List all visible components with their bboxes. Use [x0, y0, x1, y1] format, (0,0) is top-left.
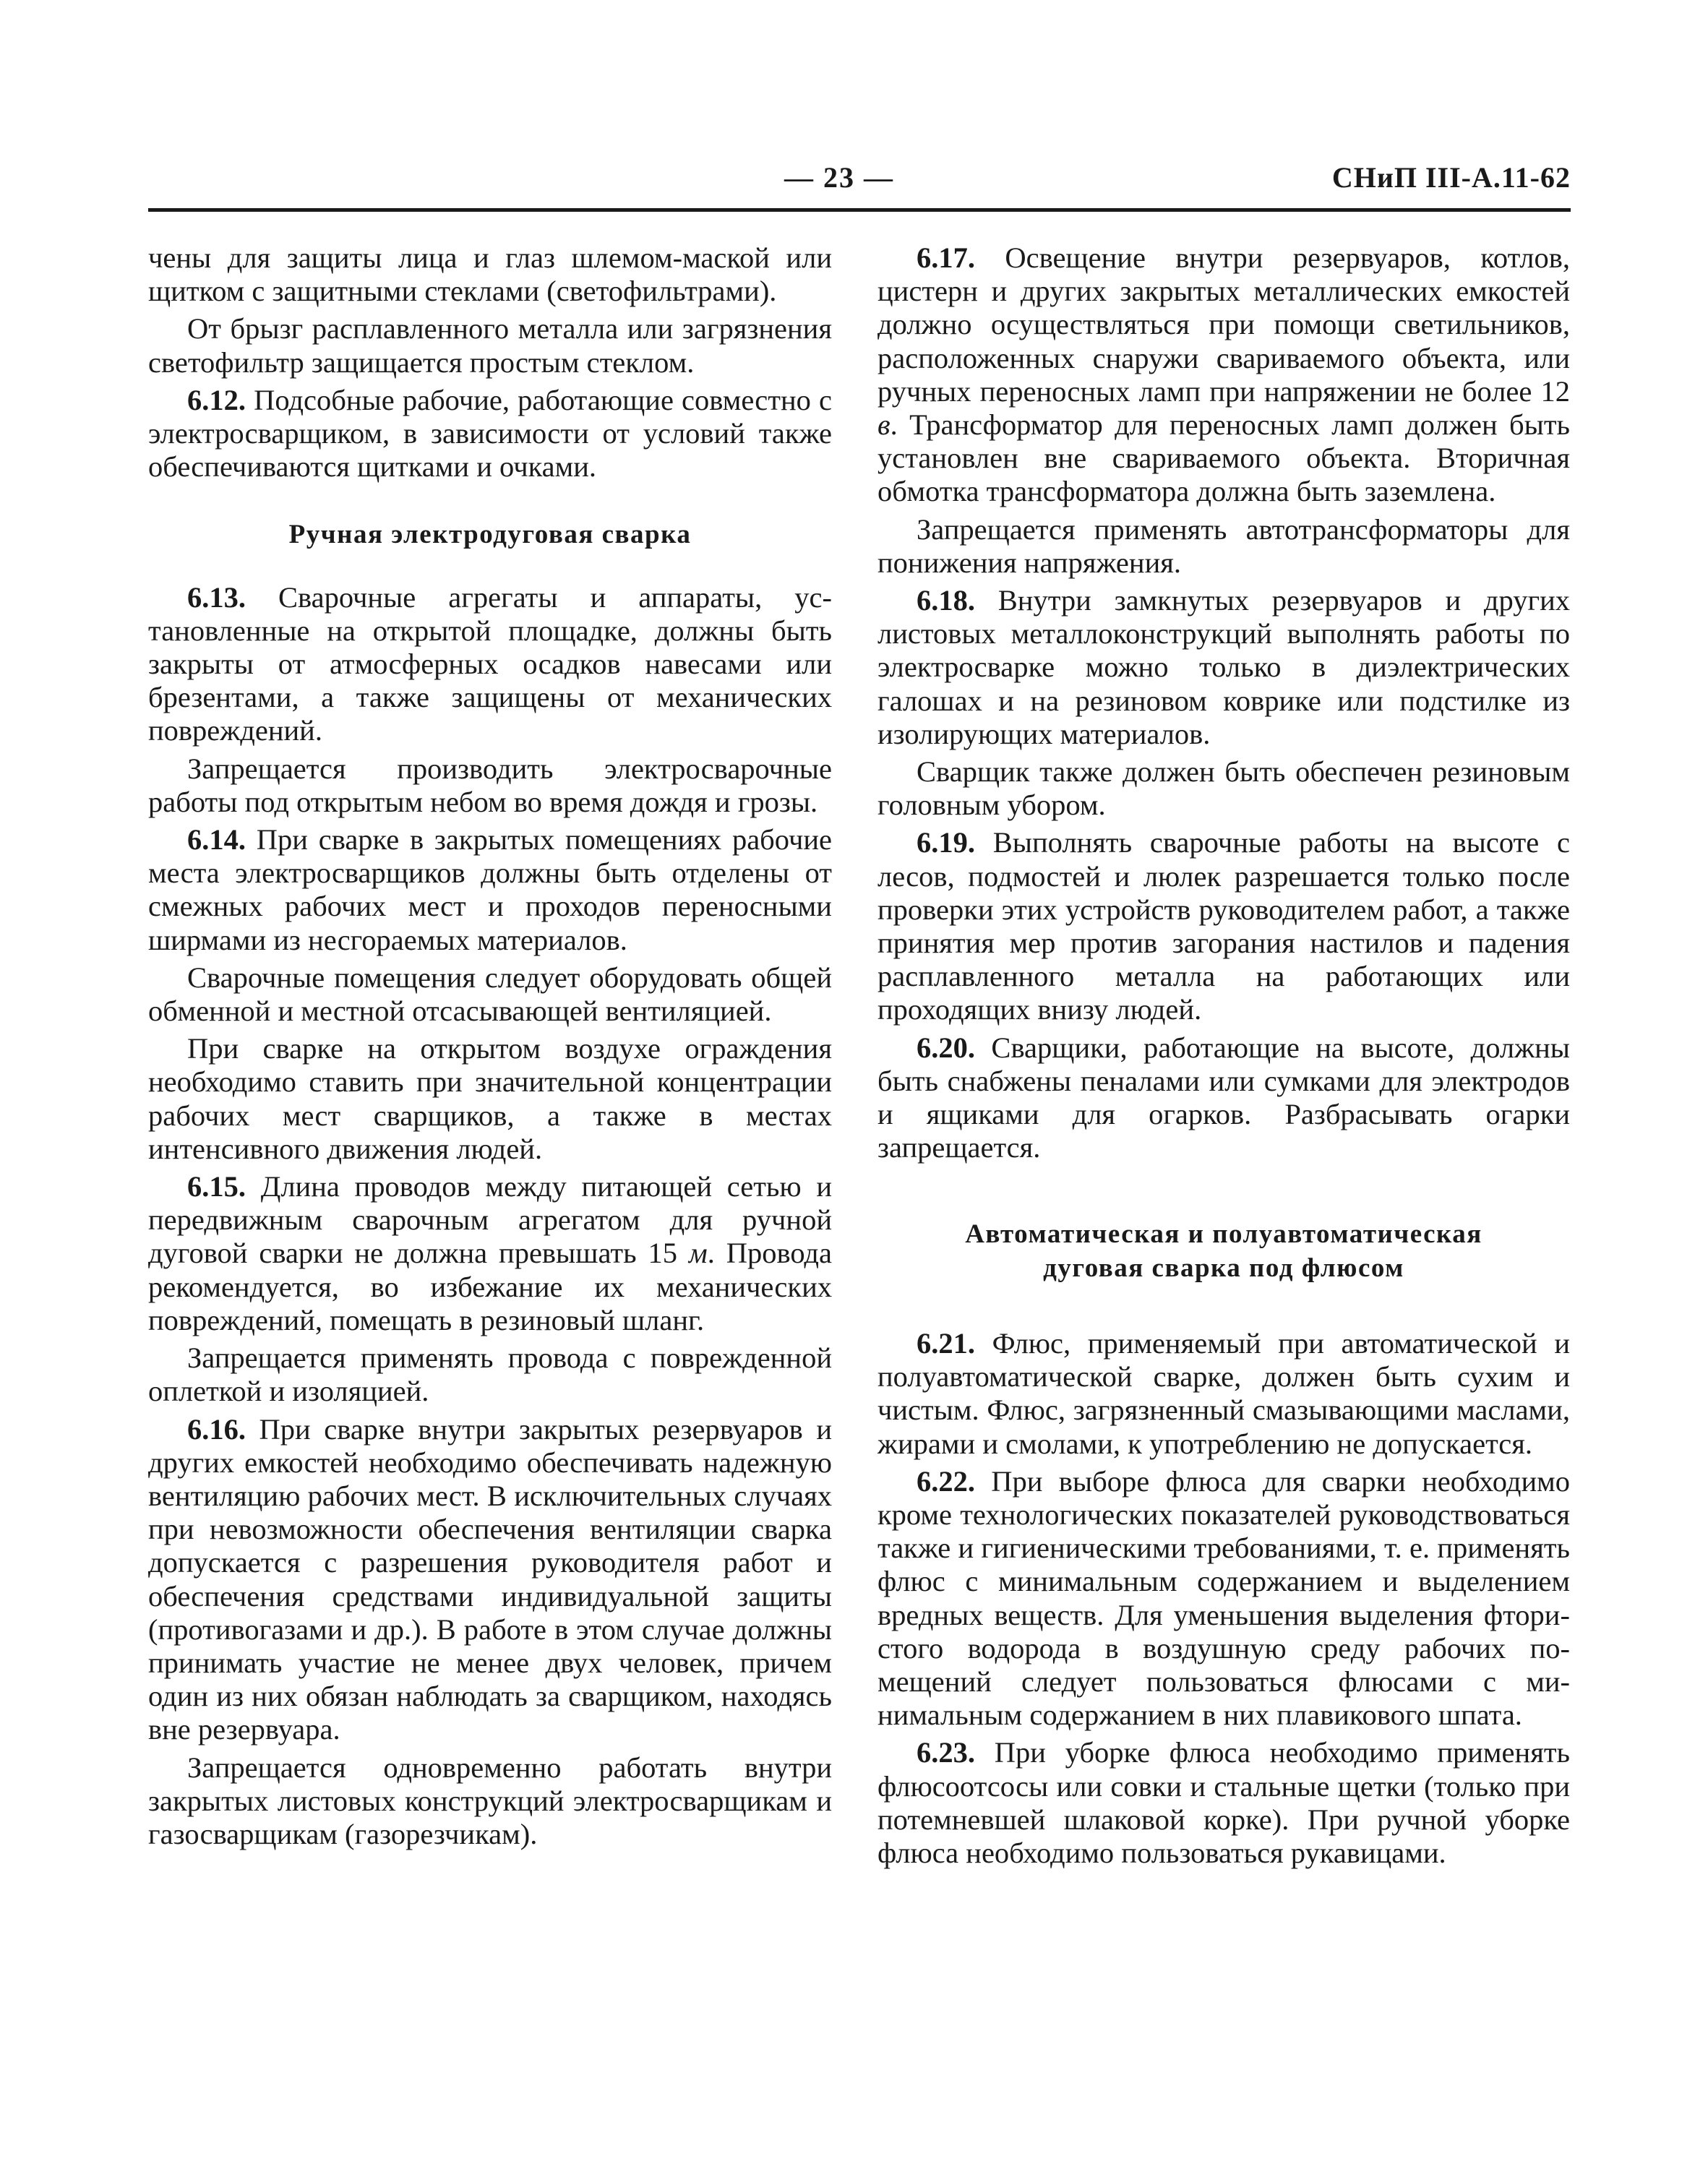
section-title-line: Автоматическая и полуавтоматическая	[965, 1219, 1482, 1250]
clause-text: . Провода рекомендуется, во избежание их механических повреждений, помещать в резиновый шланг.	[148, 1237, 833, 1336]
clause-number: 6.14.	[187, 823, 246, 856]
paragraph: Запрещается производить электросварочные работы под открытым небом во время дождя и грозы.	[148, 752, 832, 818]
clause-text: Длина проводов между питающей сетью и передвижным сварочным агрегатом для ручной дуговой сварки не должна превышать 15	[148, 1170, 832, 1270]
clause-text: Сварочные агрегаты и аппараты, установленные на открытой площадке, должны быть закрыты от атмосферных осадков навесами или брезентами, а также защищены от механических повреждений.	[148, 580, 832, 747]
paragraph: чены для защиты лица и глаз шлемом-маской или щитком с защитными стеклами (светофильтрами).	[148, 241, 832, 308]
unit-meters: м	[688, 1237, 708, 1270]
clause-6-21	[877, 1327, 1570, 1461]
page-header	[148, 160, 1571, 204]
left-column	[148, 241, 832, 1851]
section-title-automatic-welding	[877, 1218, 1570, 1284]
clause-text: Выполнять сварочные работы на высоте с лесов, подмостей и люлек разрешается только после проверки этих устройств руководителем работ, а также принятия мер против загорания настилов и падения расплавленного металла на работающих или проходящих внизу людей.	[877, 826, 1570, 1026]
clause-6-19	[877, 826, 1570, 1026]
clause-text: При сварке внутри закрытых резервуаров и других емкостей необходимо обеспечивать надежную вентиляцию рабочих мест. В исключительных случаях при невозможности обеспечения вентиляции сварка допускается с разрешения руководителя работ и обеспечения средствами индивидуальной защиты (противогазами и др.). В работе в этом случае должны принимать участие не менее двух человек, причем один из них обязан наблюдать за сварщиком, находясь вне резервуара.	[148, 1412, 832, 1746]
paragraph: От брызг расплавленного металла или загрязнения светофильтр защищается простым стеклом.	[148, 312, 832, 379]
clause-text: Освещение внутри резервуаров, котлов, цистерн и других закрытых металлических емкостей должно осуществляться при помощи светильников, расположенных снаружи свариваемого объекта, или ручных переносных ламп при напряжении не более 12	[877, 241, 1570, 408]
clause-number: 6.22.	[917, 1464, 975, 1498]
clause-6-22	[877, 1465, 1570, 1732]
clause-number: 6.17.	[917, 241, 975, 274]
page-number: — 23 —	[784, 161, 894, 194]
clause-text: . Трансформатор для переносных ламп должен быть установлен вне свариваемого объекта. Вторичная обмотка трансформатора должна быть заземлена.	[877, 408, 1570, 508]
document-code: СНиП III-А.11-62	[1331, 161, 1571, 194]
paragraph: Сварочные помещения следует оборудовать общей обменной и местной отсасывающей вентиляцией.	[148, 961, 832, 1028]
clause-6-13	[148, 581, 832, 748]
clause-text: При выборе флюса для сварки необходимо кроме технологических показателей руководствоваться также и гигиеническими требованиями, т. е. применять флюс с минимальным содержанием и выделением вредных веществ. Для уменьшения выделения фтористого водорода в воздушную среду рабочих помещений следует пользоваться флюсами с минимальным содержанием в них плавикового шпата.	[877, 1464, 1570, 1732]
clause-6-23	[877, 1736, 1570, 1870]
clause-text: При сварке в закрытых помещениях рабочие места электросварщиков должны быть отделены от смежных рабочих мест и проходов переносными ширмами из несгораемых материалов.	[148, 823, 832, 956]
clause-text: Подсобные рабочие, работающие совместно с электросварщиком, в зависимости от условий также обеспечиваются щитками и очками.	[148, 383, 832, 484]
clause-text: При уборке флюса необходимо применять флюсоотсосы или совки и стальные щетки (только при потемневшей шлаковой корке). При ручной уборке флюса необходимо пользоваться рукавицами.	[877, 1736, 1570, 1869]
clause-number: 6.21.	[917, 1326, 975, 1360]
clause-6-14	[148, 823, 832, 957]
clause-number: 6.20.	[917, 1031, 975, 1064]
clause-6-18	[877, 584, 1570, 751]
clause-6-20	[877, 1031, 1570, 1165]
clause-6-17	[877, 241, 1570, 509]
clause-text: Флюс, применяемый при автоматической и полуавтоматической сварке, должен быть сухим и чистым. Флюс, загрязненный смазывающими маслами, жирами и смолами, к употреблению не допускается.	[877, 1326, 1570, 1460]
clause-number: 6.16.	[187, 1412, 246, 1446]
clause-6-16	[148, 1413, 832, 1747]
right-column	[877, 241, 1570, 1870]
paragraph: При сварке на открытом воздухе ограждения необходимо ставить при значительной концентрации рабочих мест сварщиков, а также в местах интенсивного движения людей.	[148, 1032, 832, 1165]
clause-number: 6.23.	[917, 1736, 975, 1769]
clause-text: Сварщики, работающие на высоте, должны быть снабжены пеналами или сумками для электродов и ящиками для огарков. Разбрасывать огарки запрещается.	[877, 1031, 1570, 1164]
paragraph: Сварщик также должен быть обеспечен резиновым головным убором.	[877, 755, 1570, 822]
clause-text: Внутри замкнутых резервуаров и других листовых металлоконструкций выполнять работы по электросварке можно только в диэлектрических галошах и на резиновом коврике или подстилке из изолирующих материалов.	[877, 584, 1570, 750]
clause-number: 6.12.	[187, 383, 246, 416]
clause-6-15	[148, 1170, 832, 1337]
paragraph: Запрещается применять провода с поврежденной оплеткой и изоляцией.	[148, 1341, 832, 1408]
clause-6-12	[148, 384, 832, 484]
paragraph: Запрещается одновременно работать внутри закрытых листовых конструкций электросварщикам и газосварщикам (газорезчикам).	[148, 1751, 832, 1850]
unit-volts: в	[877, 408, 891, 442]
clause-number: 6.18.	[917, 584, 975, 617]
section-title-line: дуговая сварка под флюсом	[1043, 1253, 1404, 1283]
clause-number: 6.13.	[187, 580, 246, 614]
section-title-manual-arc-welding: Ручная электродуговая сварка	[288, 520, 692, 550]
paragraph: Запрещается применять автотрансформаторы для понижения напряжения.	[877, 512, 1570, 579]
clause-number: 6.15.	[187, 1170, 246, 1203]
header-rule	[148, 208, 1571, 212]
clause-number: 6.19.	[917, 826, 975, 859]
